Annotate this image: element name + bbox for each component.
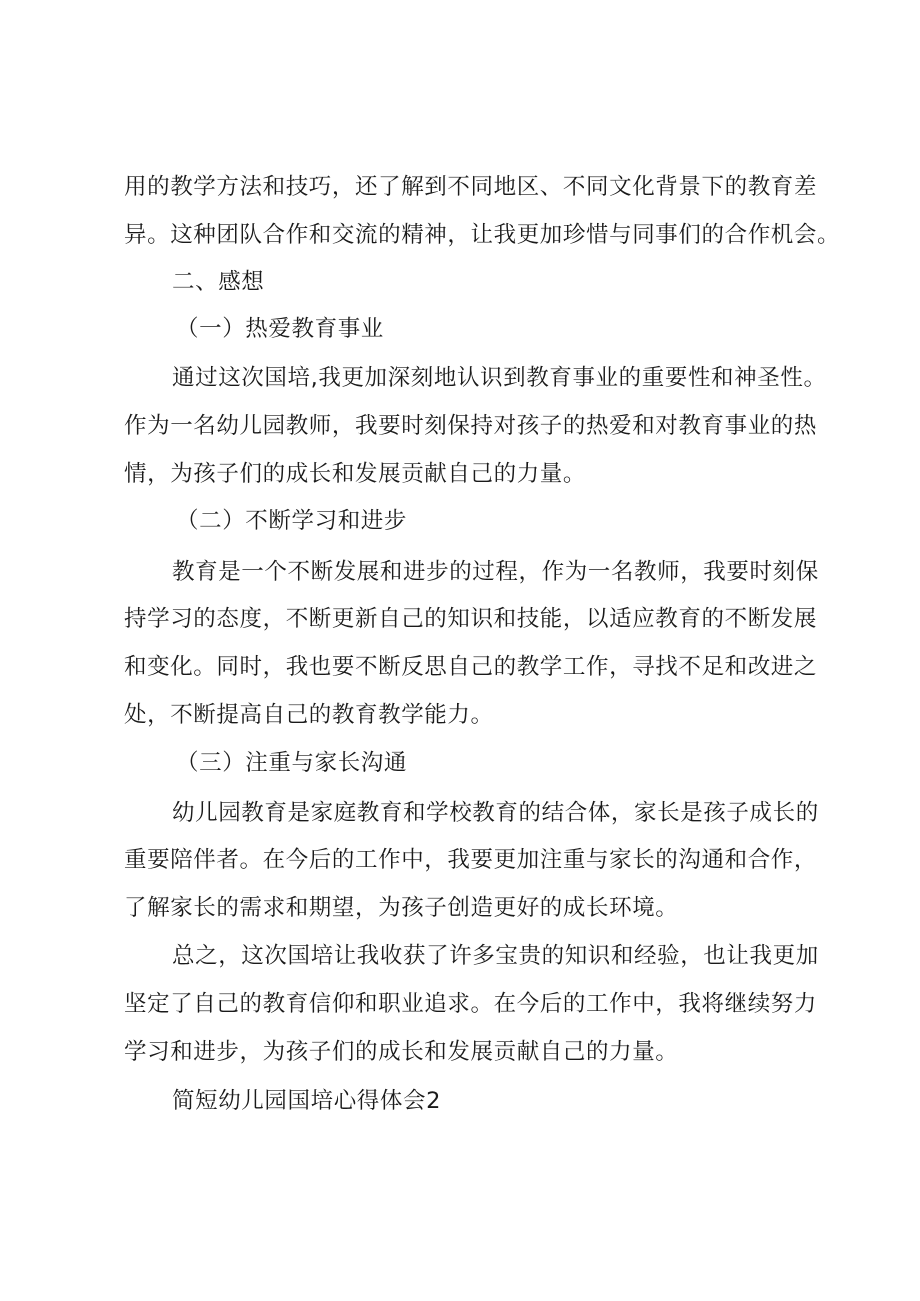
paragraph-line: 用的教学方法和技巧，还了解到不同地区、不同文化背景下的教育差 (124, 174, 818, 200)
paragraph-line: 通过这次国培,我更加深刻地认识到教育事业的重要性和神圣性。 (172, 365, 827, 391)
paragraph-line: 了解家长的需求和期望，为孩子创造更好的成长环境。 (124, 895, 679, 921)
paragraph-line: 异。这种团队合作和交流的精神，让我更加珍惜与同事们的合作机会。 (124, 222, 841, 248)
article-title: 简短幼儿园国培心得体会2 (172, 1088, 442, 1114)
paragraph-line: 和变化。同时，我也要不断反思自己的教学工作，寻找不足和改进之 (124, 654, 818, 680)
subsection-heading: （二）不断学习和进步 (176, 508, 408, 534)
paragraph-line: 总之，这次国培让我收获了许多宝贵的知识和经验，也让我更加 (172, 943, 819, 969)
paragraph-line: 坚定了自己的教育信仰和职业追求。在今后的工作中，我将继续努力 (124, 991, 818, 1017)
paragraph-line: 情，为孩子们的成长和发展贡献自己的力量。 (124, 461, 587, 487)
subsection-heading: （一）热爱教育事业 (176, 316, 384, 342)
paragraph-line: 持学习的态度，不断更新自己的知识和技能，以适应教育的不断发展 (124, 606, 818, 632)
paragraph-line: 处，不断提高自己的教育教学能力。 (124, 702, 494, 728)
paragraph-line: 学习和进步，为孩子们的成长和发展贡献自己的力量。 (124, 1039, 679, 1065)
paragraph-line: 幼儿园教育是家庭教育和学校教育的结合体，家长是孩子成长的 (172, 800, 819, 826)
paragraph-line: 教育是一个不断发展和进步的过程，作为一名教师，我要时刻保 (172, 559, 819, 585)
section-heading: 二、感想 (172, 269, 265, 295)
paragraph-line: 作为一名幼儿园教师，我要时刻保持对孩子的热爱和对教育事业的热 (124, 413, 818, 439)
paragraph-line: 重要陪伴者。在今后的工作中，我要更加注重与家长的沟通和合作， (124, 847, 818, 873)
subsection-heading: （三）注重与家长沟通 (176, 750, 408, 776)
